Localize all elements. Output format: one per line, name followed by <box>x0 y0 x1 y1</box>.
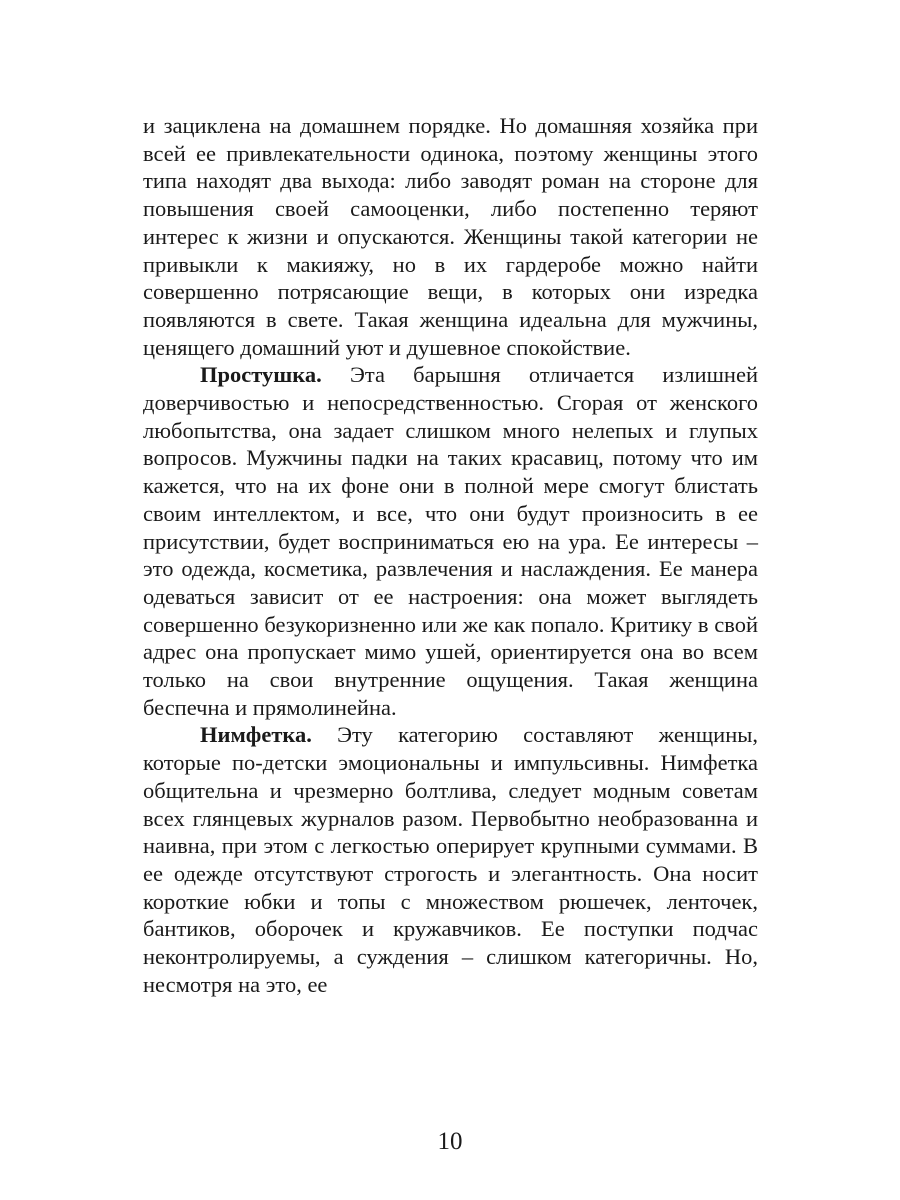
paragraph-prostushka <box>143 361 758 721</box>
paragraph-text: Эту категорию составляют женщины, которые по-детски эмоциональны и импульсивны. Нимфетка общительна и чрезмерно болтлива, следует модным советам всех глянцевых журналов разом. Первобытно необразованна и наивна, при этом с легкостью оперирует крупными суммами. В ее одежде отсутствуют строгость и элегантность. Она носит короткие юбки и топы с множеством рюшечек, ленточек, бантиков, оборочек и кружавчиков. Ее поступки подчас неконтролируемы, а суждения – слишком категоричны. Но, несмотря на это, ее <box>143 722 758 997</box>
paragraph-continued <box>143 112 758 361</box>
page-number: 10 <box>437 1128 463 1155</box>
paragraph-text: Эта барышня отличается излишней доверчивостью и непосредственностью. Сгорая от женского любопытства, она задает слишком много нелепых и глупых вопросов. Мужчины падки на таких красавиц, потому что им кажется, что на их фоне они в полной мере смогут блистать своим интеллектом, и все, что они будут произносить в ее присутствии, будет восприниматься ею на ура. Ее интересы – это одежда, косметика, развлечения и наслаждения. Ее манера одеваться зависит от ее настроения: она может выглядеть совершенно безукоризненно или же как попало. Критику в свой адрес она пропускает мимо ушей, ориентируется она во всем только на свои внутренние ощущения. Такая женщина беспечна и прямолинейна. <box>143 362 758 720</box>
term-heading: Нимфетка. <box>200 722 312 748</box>
paragraph-nimfetka <box>143 721 758 998</box>
body-text <box>143 112 758 999</box>
paragraph-text: и зациклена на домашнем порядке. Но домашняя хозяйка при всей ее привлекательности одинока, поэтому женщины этого типа находят два выхода: либо заводят роман на стороне для повышения своей самооценки, либо постепенно теряют интерес к жизни и опускаются. Женщины такой категории не привыкли к макияжу, но в их гардеробе можно найти совершенно потрясающие вещи, в которых они изредка появляются в свете. Такая женщина идеальна для мужчины, ценящего домашний уют и душевное спокойствие. <box>143 113 758 360</box>
term-heading: Простушка. <box>200 362 322 388</box>
